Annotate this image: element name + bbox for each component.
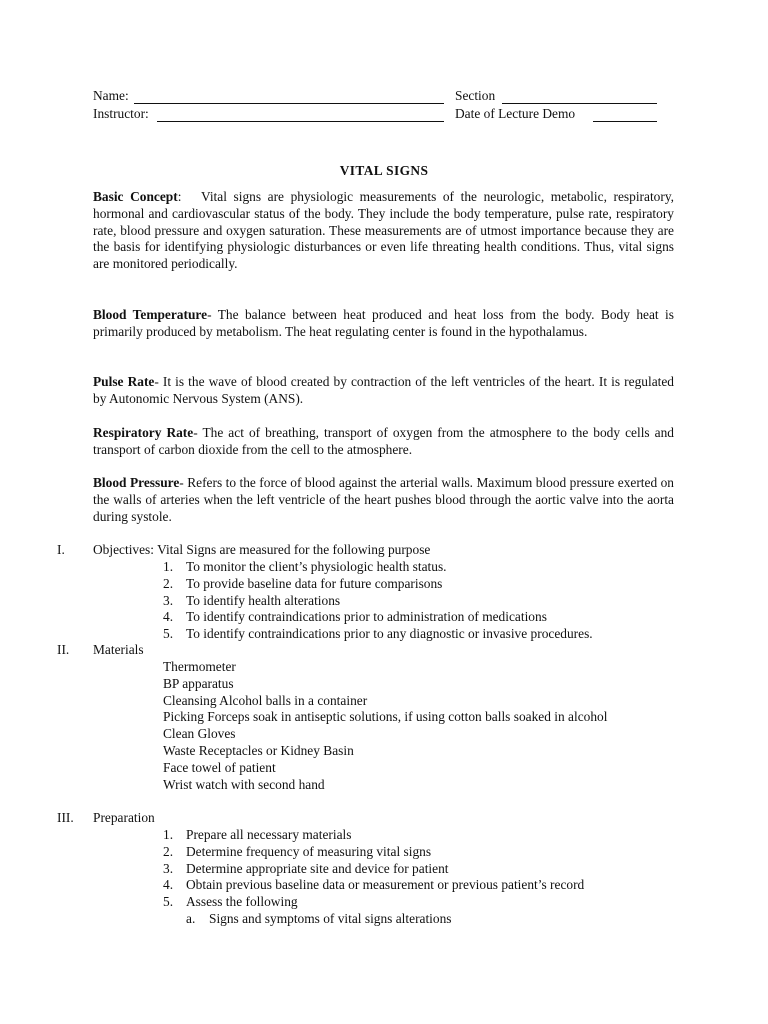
objectives-list xyxy=(163,559,683,643)
list-item xyxy=(163,877,683,894)
paragraph-text: Vital signs are physiologic measurements of the neurologic, metabolic, respiratory, hormonal and cardiovascular status of the body. They include the body temperature, pulse rate, respiratory rate, blood pressure and oxygen saturation. These measurements are of utmost importance because they are the basis for identifying physiologic disturbances or even life threating health conditions. Thus, vital signs are monitored periodically. xyxy=(93,189,674,272)
paragraph-blood-pressure xyxy=(93,475,674,525)
preparation-list xyxy=(163,827,683,911)
header-row-name xyxy=(93,88,657,105)
list-item: Face towel of patient xyxy=(163,759,276,775)
section-number: I. xyxy=(57,542,65,557)
list-item xyxy=(163,894,683,911)
materials-list xyxy=(163,659,674,793)
item-text: To identify health alterations xyxy=(186,592,341,608)
item-number: 4. xyxy=(163,609,174,625)
list-item xyxy=(163,559,683,576)
date-label: Date of Lecture Demo xyxy=(455,106,576,121)
term-blood-temperature: Blood Temperature xyxy=(93,307,208,322)
item-letter: a. xyxy=(186,911,196,926)
list-item xyxy=(163,827,683,844)
list-item: Waste Receptacles or Kidney Basin xyxy=(163,742,354,758)
item-text: Determine frequency of measuring vital signs xyxy=(186,843,432,859)
section-blank-line xyxy=(502,103,657,104)
list-item: Picking Forceps soak in antiseptic solutions, if using cotton balls soaked in alcohol xyxy=(163,709,608,725)
date-blank-line xyxy=(593,121,657,122)
list-item xyxy=(163,626,683,643)
list-item xyxy=(163,593,683,610)
section-heading: Objectives: Vital Signs are measured for the following purpose xyxy=(93,542,431,557)
list-item xyxy=(163,844,683,861)
item-number: 5. xyxy=(163,626,174,642)
term-blood-pressure: Blood Pressure xyxy=(93,475,180,490)
item-text: To identify contraindications prior to any diagnostic or invasive procedures. xyxy=(186,626,593,642)
item-number: 3. xyxy=(163,860,174,876)
section-label: Section xyxy=(455,88,496,103)
item-number: 4. xyxy=(163,877,174,893)
item-number: 3. xyxy=(163,592,174,608)
section-heading: Materials xyxy=(93,642,144,657)
instructor-blank-line xyxy=(157,121,444,122)
item-number: 5. xyxy=(163,894,174,910)
paragraph-respiratory-rate xyxy=(93,425,674,459)
paragraph-pulse-rate xyxy=(93,374,674,408)
paragraph-text: The balance between heat produced and heat loss from the body. Body heat is primarily produced by metabolism. The heat regulating center is found in the hypothalamus. xyxy=(93,307,674,339)
section-number: III. xyxy=(57,810,74,825)
item-text: To monitor the client’s physiologic health status. xyxy=(186,559,447,574)
item-text: Determine appropriate site and device for patient xyxy=(186,860,449,876)
separator: : xyxy=(177,189,201,204)
item-number: 2. xyxy=(163,843,174,859)
name-blank-line xyxy=(134,103,444,104)
list-item xyxy=(163,609,683,626)
term-respiratory-rate: Respiratory Rate xyxy=(93,425,194,440)
list-item: Clean Gloves xyxy=(163,726,236,742)
list-item xyxy=(163,576,683,593)
term-pulse-rate: Pulse Rate xyxy=(93,374,155,389)
separator: - xyxy=(179,475,188,490)
item-number: 2. xyxy=(163,575,174,591)
term-basic-concept: Basic Concept xyxy=(93,189,178,204)
section-heading: Preparation xyxy=(93,810,155,825)
paragraph-text: It is the wave of blood created by contraction of the left ventricles of the heart. It is regulated by Autonomic Nervous System (ANS). xyxy=(93,374,674,406)
item-text: Signs and symptoms of vital signs alterations xyxy=(209,911,452,926)
item-text: To provide baseline data for future comparisons xyxy=(186,575,443,591)
header-row-instructor xyxy=(93,106,657,123)
paragraph-blood-temperature xyxy=(93,307,674,341)
list-item: Thermometer xyxy=(163,659,236,674)
list-item: BP apparatus xyxy=(163,675,234,691)
paragraph-text: Refers to the force of blood against the arterial walls. Maximum blood pressure exerted on the walls of arteries when the left ventricle of the heart pushes blood through the aortic valve into the aorta during systole. xyxy=(93,475,674,524)
item-text: To identify contraindications prior to administration of medications xyxy=(186,609,547,625)
instructor-label: Instructor: xyxy=(93,106,149,121)
list-item: Cleansing Alcohol balls in a container xyxy=(163,692,368,708)
document-title: VITAL SIGNS xyxy=(339,163,429,178)
section-number: II. xyxy=(57,642,70,657)
separator: - xyxy=(193,425,203,440)
separator: - xyxy=(154,374,163,389)
item-number: 1. xyxy=(163,559,174,574)
item-text: Assess the following xyxy=(186,894,298,910)
name-label: Name: xyxy=(93,88,129,103)
separator: - xyxy=(207,307,218,322)
paragraph-basic-concept xyxy=(93,189,674,273)
item-text: Obtain previous baseline data or measurement or previous patient’s record xyxy=(186,877,585,893)
list-item xyxy=(163,861,683,878)
item-number: 1. xyxy=(163,827,174,842)
list-item: Wrist watch with second hand xyxy=(163,776,325,792)
paragraph-text: The act of breathing, transport of oxygen from the atmosphere to the body cells and transport of carbon dioxide from the cell to the atmosphere. xyxy=(93,425,674,457)
item-text: Prepare all necessary materials xyxy=(186,827,352,842)
